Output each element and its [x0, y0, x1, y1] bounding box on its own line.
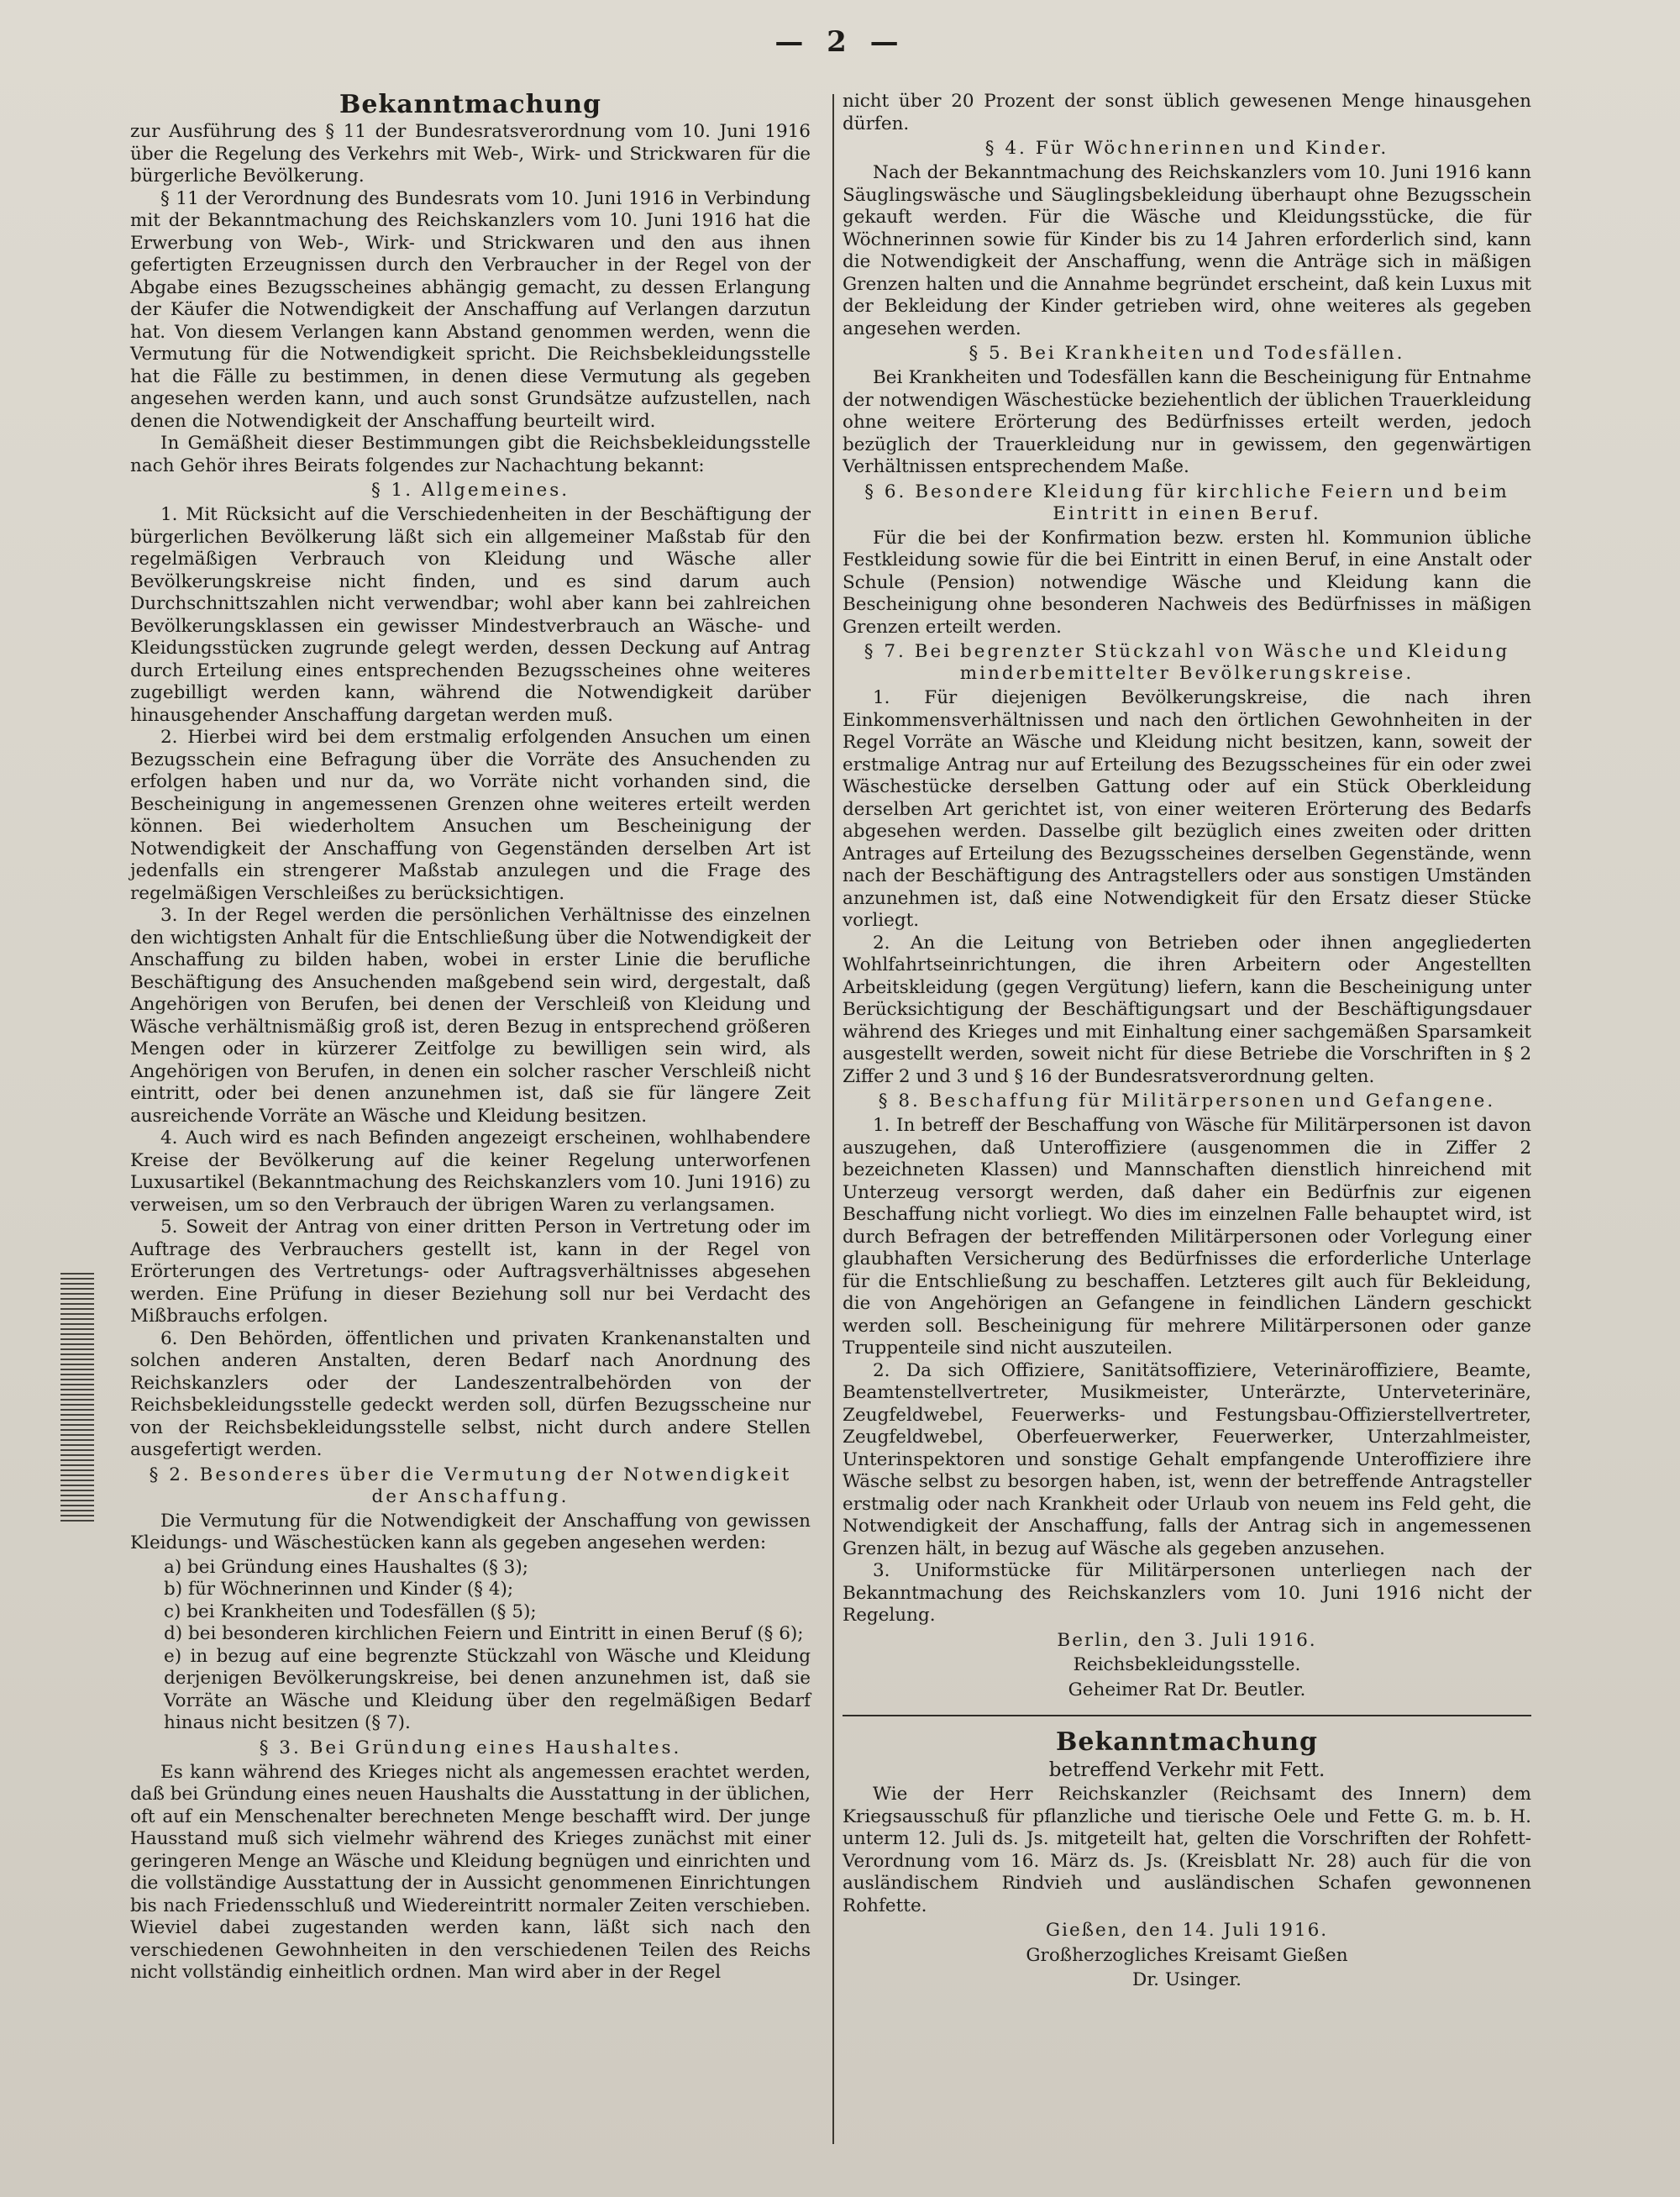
section-2-paragraph-1: Die Vermutung für die Notwendigkeit der Anschaffung von gewissen Kleidungs- und Wäschestücken kann als gegeben angesehen werden:: [130, 1510, 811, 1553]
section-8-paragraph-1: 1. In betreff der Beschaffung von Wäsche für Militärpersonen ist davon auszugehen, daß Unteroffiziere (ausgenommen die in Ziffer 2 bezeichneten Klassen) und Mannschaften dienstlich hinreichend mit Unterzeug versorgt werden, daß daher ein Bedürfnis zur eigenen Beschaffung nicht vorliegt. Wo dies im einzelnen Falle behauptet wird, ist durch Befragen der betreffenden Militärpersonen oder Vorlegung einer glaubhaften Versicherung des Bedürfnisses die erforderliche Unterlage für die Entschließung zu beschaffen. Letzteres gilt auch für Bekleidung, die von Angehörigen an Gefangene in feindlichen Ländern geschickt werden soll. Bescheinigung für mehrere Militärpersonen oder ganze Truppenteile sind nicht auszuteilen.: [843, 1115, 1531, 1359]
right-column: [843, 91, 1531, 1995]
section-5-paragraph-1: Bei Krankheiten und Todesfällen kann die Bescheinigung für Entnahme der notwendigen Wäschestücke beziehentlich der üblichen Trauerkleidung ohne weitere Erörterung des Bedürfnisses erteilt werden, jedoch bezüglich der Trauerkleidung nur in gewissem, den gegenwärtigen Verhältnissen entsprechendem Maße.: [843, 367, 1531, 477]
section-1-paragraph-5: 5. Soweit der Antrag von einer dritten Person in Vertretung oder im Auftrage des Verbrauchers gestellt ist, kann in der Regel von Erörterungen des Vertretungs- oder Auftragsverhältnisses abgesehen werden. Eine Prüfung in dieser Beziehung soll nur bei Verdacht des Mißbrauchs erfolgen.: [130, 1217, 811, 1327]
section-8-paragraph-2: 2. Da sich Offiziere, Sanitätsoffiziere, Veterinäroffiziere, Beamte, Beamtenstellvertreter, Musikmeister, Unterärzte, Unterveterinäre, Zeugfeldwebel, Feuerwerks- und Festungsbau-Offizierstellvertreter, Zeugfeldwebel, Oberfeuerwerker, Feuerwerker, Unterzahlmeister, Unterinspektoren und sonstige Gehalt empfangende Unteroffiziere ihre Wäsche selbst zu besorgen haben, ist, wenn der betreffende Antragsteller erstmalig oder nach Krankheit oder Urlaub von neuem ins Feld geht, die Notwendigkeit der Anschaffung, falls der Antrag sich in angemessenen Grenzen hält, in bezug auf Wäsche als gegeben anzusehen.: [843, 1359, 1531, 1559]
notice-separator: [843, 1715, 1531, 1716]
column-divider: [832, 94, 834, 2144]
intro-paragraph-1: § 11 der Verordnung des Bundesrats vom 10. Juni 1916 in Verbindung mit der Bekanntmachung des Reichskanzlers vom 10. Juni 1916 hat die Erwerbung von Web-, Wirk- und Strickwaren und den aus ihnen gefertigten Erzeugnissen durch den Verbraucher in der Regel von der Abgabe eines Bezugsscheines abhängig gemacht, zu dessen Erlangung der Käufer die Notwendigkeit der Anschaffung auf Verlangen darzutun hat. Von diesem Verlangen kann Abstand genommen werden, wenn die Vermutung für die Notwendigkeit spricht. Die Reichsbekleidungsstelle hat die Fälle zu bestimmen, in denen diese Vermutung als gegeben angesehen werden kann, und auch sonst Grundsätze aufzustellen, nach denen die Notwendigkeit der Anschaffung beurteilt wird.: [130, 187, 811, 432]
section-8-title: § 8. Beschaffung für Militärpersonen und Gefangene.: [878, 1091, 1496, 1112]
section-8-paragraph-3: 3. Uniformstücke für Militärpersonen unterliegen nach der Bekanntmachung des Reichskanzlers vom 10. Juni 1916 nicht der Regelung.: [843, 1560, 1531, 1626]
section-6-title: § 6. Besondere Kleidung für kirchliche Feiern und beim Eintritt in einen Beruf.: [864, 481, 1509, 524]
section-1-paragraph-1: 1. Mit Rücksicht auf die Verschiedenheiten in der Beschäftigung der bürgerlichen Bevölkerung läßt sich ein allgemeiner Maßstab für den regelmäßigen Verbrauch von Kleidung und Wäsche aller Bevölkerungskreise nicht finden, und es sind darum auch Durchschnittszahlen nicht verwendbar; wohl aber kann bei zahlreichen Bevölkerungsklassen ein gewisser Mindestverbrauch an Wäsche- und Kleidungsstücken zugrunde gelegt werden, dessen Deckung auf Antrag durch Erteilung eines entsprechenden Bezugsscheines ohne weiteres zugebilligt werden kann, während die Notwendigkeit darüber hinausgehender Anschaffung dargetan werden muß.: [130, 504, 811, 726]
notice-2-authority: Großherzogliches Kreisamt Gießen: [1026, 1944, 1348, 1966]
section-3-title: § 3. Bei Gründung eines Haushaltes.: [259, 1737, 682, 1758]
section-4-title: § 4. Für Wöchnerinnen und Kinder.: [984, 138, 1389, 159]
notice-2-title: Bekanntmachung: [1055, 1727, 1318, 1757]
notice-title: Bekanntmachung: [339, 90, 601, 119]
section-1-paragraph-2: 2. Hierbei wird bei dem erstmalig erfolgenden Ansuchen um einen Bezugsschein eine Befragung über die Vorräte des Ansuchenden zu erfolgen haben und nur da, wo Vorräte nicht vorhanden sind, die Bescheinigung in angemessenen Grenzen ohne weiteres erteilt werden können. Bei wiederholtem Ansuchen um Bescheinigung der Notwendigkeit der Anschaffung von Gegenständen derselben Art ist jedenfalls ein strengerer Maßstab anzulegen und die Frage des regelmäßigen Verschleißes zu berücksichtigen.: [130, 727, 811, 904]
section-3-paragraph-1: Es kann während des Krieges nicht als angemessen erachtet werden, daß bei Gründung eines neuen Haushalts die Ausstattung in der üblichen, oft auf ein Menschenalter berechneten Menge beschafft wird. Der junge Hausstand muß sich vielmehr während des Krieges zunächst mit einer geringeren Menge an Wäsche und Kleidung begnügen und einrichten und die vollständige Ausstattung der in Aussicht genommenen Einrichtungen bis nach Friedensschluß und Wiedereintritt normaler Zeiten verschieben. Wieviel dabei zugestanden werden kann, läßt sich nach den verschiedenen Gewohnheiten in den verschiedenen Teilen des Reichs nicht vollständig einheitlich ordnen. Man wird aber in der Regel: [130, 1761, 811, 1983]
left-column: [130, 91, 811, 1984]
signer-name: Geheimer Rat Dr. Beutler.: [1068, 1679, 1306, 1700]
margin-barcode-stamp: [60, 1273, 94, 1525]
section-2-title: § 2. Besonderes über die Vermutung der Notwendigkeit der Anschaffung.: [149, 1464, 792, 1507]
page-number: — 2 —: [774, 25, 906, 59]
intro-paragraph-2: In Gemäßheit dieser Bestimmungen gibt die Reichsbekleidungsstelle nach Gehör ihres Beirats folgendes zur Nachachtung bekannt:: [130, 433, 811, 476]
list-item: c) bei Krankheiten und Todesfällen (§ 5);: [164, 1600, 537, 1622]
notice-2-place-date: Gießen, den 14. Juli 1916.: [1045, 1920, 1329, 1941]
section-1-paragraph-4: 4. Auch wird es nach Befinden angezeigt erscheinen, wohlhabendere Kreise der Bevölkerung auf die keiner Regelung unterworfenen Luxusartikel (Bekanntmachung des Reichskanzlers vom 10. Juni 1916) zu verweisen, um so den Verbrauch der übrigen Waren zu verlangsamen.: [130, 1127, 811, 1216]
list-item: b) für Wöchnerinnen und Kinder (§ 4);: [164, 1579, 514, 1600]
list-item: a) bei Gründung eines Haushaltes (§ 3);: [164, 1556, 528, 1578]
section-6-paragraph-1: Für die bei der Konfirmation bezw. ersten hl. Kommunion übliche Festkleidung sowie für die bei Eintritt in einen Beruf, in eine Anstalt oder Schule (Pension) notwendige Wäsche und Kleidung kann die Bescheinigung ohne besonderen Nachweis des Bedürfnisses in mäßigen Grenzen erteilt werden.: [843, 527, 1531, 638]
section-2-list: [164, 1557, 811, 1735]
section-7-paragraph-1: 1. Für diejenigen Bevölkerungskreise, die nach ihren Einkommensverhältnissen und nach den örtlichen Gewohnheiten in der Regel Vorräte an Wäsche und Kleidung nicht besitzen, kann, soweit der erstmalige Antrag nur auf Erteilung des Bezugsscheines für ein oder zwei Wäschestücke derselben Gattung oder auf ein Stück Oberkleidung derselben Art gerichtet ist, von einer weiteren Erörterung des Bedarfs abgesehen werden. Dasselbe gilt bezüglich eines zweiten oder dritten Antrages auf Erteilung des Bezugsscheines derselben Gegenstände, wenn nach der Beschäftigung des Antragstellers oder aus sonstigen Umständen anzunehmen ist, daß eine Notwendigkeit für den Ersatz dieser Stücke vorliegt.: [843, 687, 1531, 931]
section-7-title: § 7. Bei begrenzter Stückzahl von Wäsche und Kleidung minderbemittelter Bevölkerungskreise.: [864, 641, 1510, 684]
notice-2-signer: Dr. Usinger.: [1132, 1969, 1242, 1990]
section-4-paragraph-1: Nach der Bekanntmachung des Reichskanzlers vom 10. Juni 1916 kann Säuglingswäsche und Säuglingsbekleidung überhaupt ohne Bezugsschein gekauft werden. Für die Wäsche und Kleidungsstücke, die für Wöchnerinnen sowie für Kinder bis zu 14 Jahren erforderlich sind, kann die Notwendigkeit der Anschaffung, wenn die Anträge sich in mäßigen Grenzen halten und die Annahme begründet erscheint, daß kein Luxus mit der Bekleidung der Kinder getrieben wird, ohne weiteres als gegeben angesehen werden.: [843, 162, 1531, 339]
section-7-paragraph-2: 2. An die Leitung von Betrieben oder ihnen angegliederten Wohlfahrtseinrichtungen, die ihren Arbeitern oder Angestellten Arbeitskleidung (gegen Vergütung) liefern, kann die Bescheinigung unter Berücksichtigung der Beschäftigungsart und der Beschäftigungsdauer während des Krieges und mit Einhaltung einer sachgemäßen Sparsamkeit ausgestellt werden, soweit nicht für diese Betriebe die Vorschriften in § 2 Ziffer 2 und 3 und § 16 der Bundesratsverordnung gelten.: [843, 932, 1531, 1087]
notice-subtitle: zur Ausführung des § 11 der Bundesratsverordnung vom 10. Juni 1916 über die Regelung des Verkehrs mit Web-, Wirk- und Strickwaren für die bürgerliche Bevölkerung.: [130, 121, 811, 187]
section-1-title: § 1. Allgemeines.: [370, 480, 570, 501]
section-5-title: § 5. Bei Krankheiten und Todesfällen.: [969, 343, 1405, 364]
continuation-text: nicht über 20 Prozent der sonst üblich gewesenen Menge hinausgehen dürfen.: [843, 91, 1531, 134]
notice-2-subtitle: betreffend Verkehr mit Fett.: [1048, 1759, 1326, 1781]
list-item: e) in bezug auf eine begrenzte Stückzahl von Wäsche und Kleidung derjenigen Bevölkerungskreise, bei denen anzunehmen ist, daß sie Vorräte an Wäsche und Kleidung über den regelmäßigen Bedarf hinaus nicht besitzen (§ 7).: [164, 1645, 811, 1733]
issuing-authority: Reichsbekleidungsstelle.: [1073, 1654, 1301, 1675]
section-1-paragraph-6: 6. Den Behörden, öffentlichen und privaten Krankenanstalten und solchen anderen Anstalten, deren Bedarf nach Anordnung des Reichskanzlers oder der Landeszentralbehörden von der Reichsbekleidungsstelle gedeckt werden soll, dürfen Bezugsscheine nur von der Reichsbekleidungsstelle selbst, nicht durch andere Stellen ausgefertigt werden.: [130, 1327, 811, 1460]
section-1-paragraph-3: 3. In der Regel werden die persönlichen Verhältnisse des einzelnen den wichtigsten Anhalt für die Entschließung über die Notwendigkeit der Anschaffung zu bilden haben, wobei in erster Linie die berufliche Beschäftigung des Ansuchenden maßgebend sein wird, dergestalt, daß Angehörigen von Berufen, bei denen der Verschleiß von Kleidung und Wäsche verhältnismäßig groß ist, deren Bezug in entsprechend größeren Mengen oder in kürzerer Zeitfolge zu bewilligen sein wird, als Angehörigen von Berufen, in denen ein solcher rascher Verschleiß nicht eintritt, oder bei denen anzunehmen ist, daß sie für längere Zeit ausreichende Vorräte an Wäsche und Kleidung besitzen.: [130, 905, 811, 1127]
place-date: Berlin, den 3. Juli 1916.: [1057, 1629, 1317, 1651]
notice-2-paragraph: Wie der Herr Reichskanzler (Reichsamt des Innern) dem Kriegsausschuß für pflanzliche und tierische Oele und Fette G. m. b. H. unterm 12. Juli ds. Js. mitgeteilt hat, gelten die Vorschriften der Rohfett-Verordnung vom 16. März ds. Js. (Kreisblatt Nr. 28) auch für die von ausländischem Rindvieh und ausländischen Schafen gewonnenen Rohfette.: [843, 1784, 1531, 1916]
list-item: d) bei besonderen kirchlichen Feiern und Eintritt in einen Beruf (§ 6);: [164, 1623, 804, 1644]
